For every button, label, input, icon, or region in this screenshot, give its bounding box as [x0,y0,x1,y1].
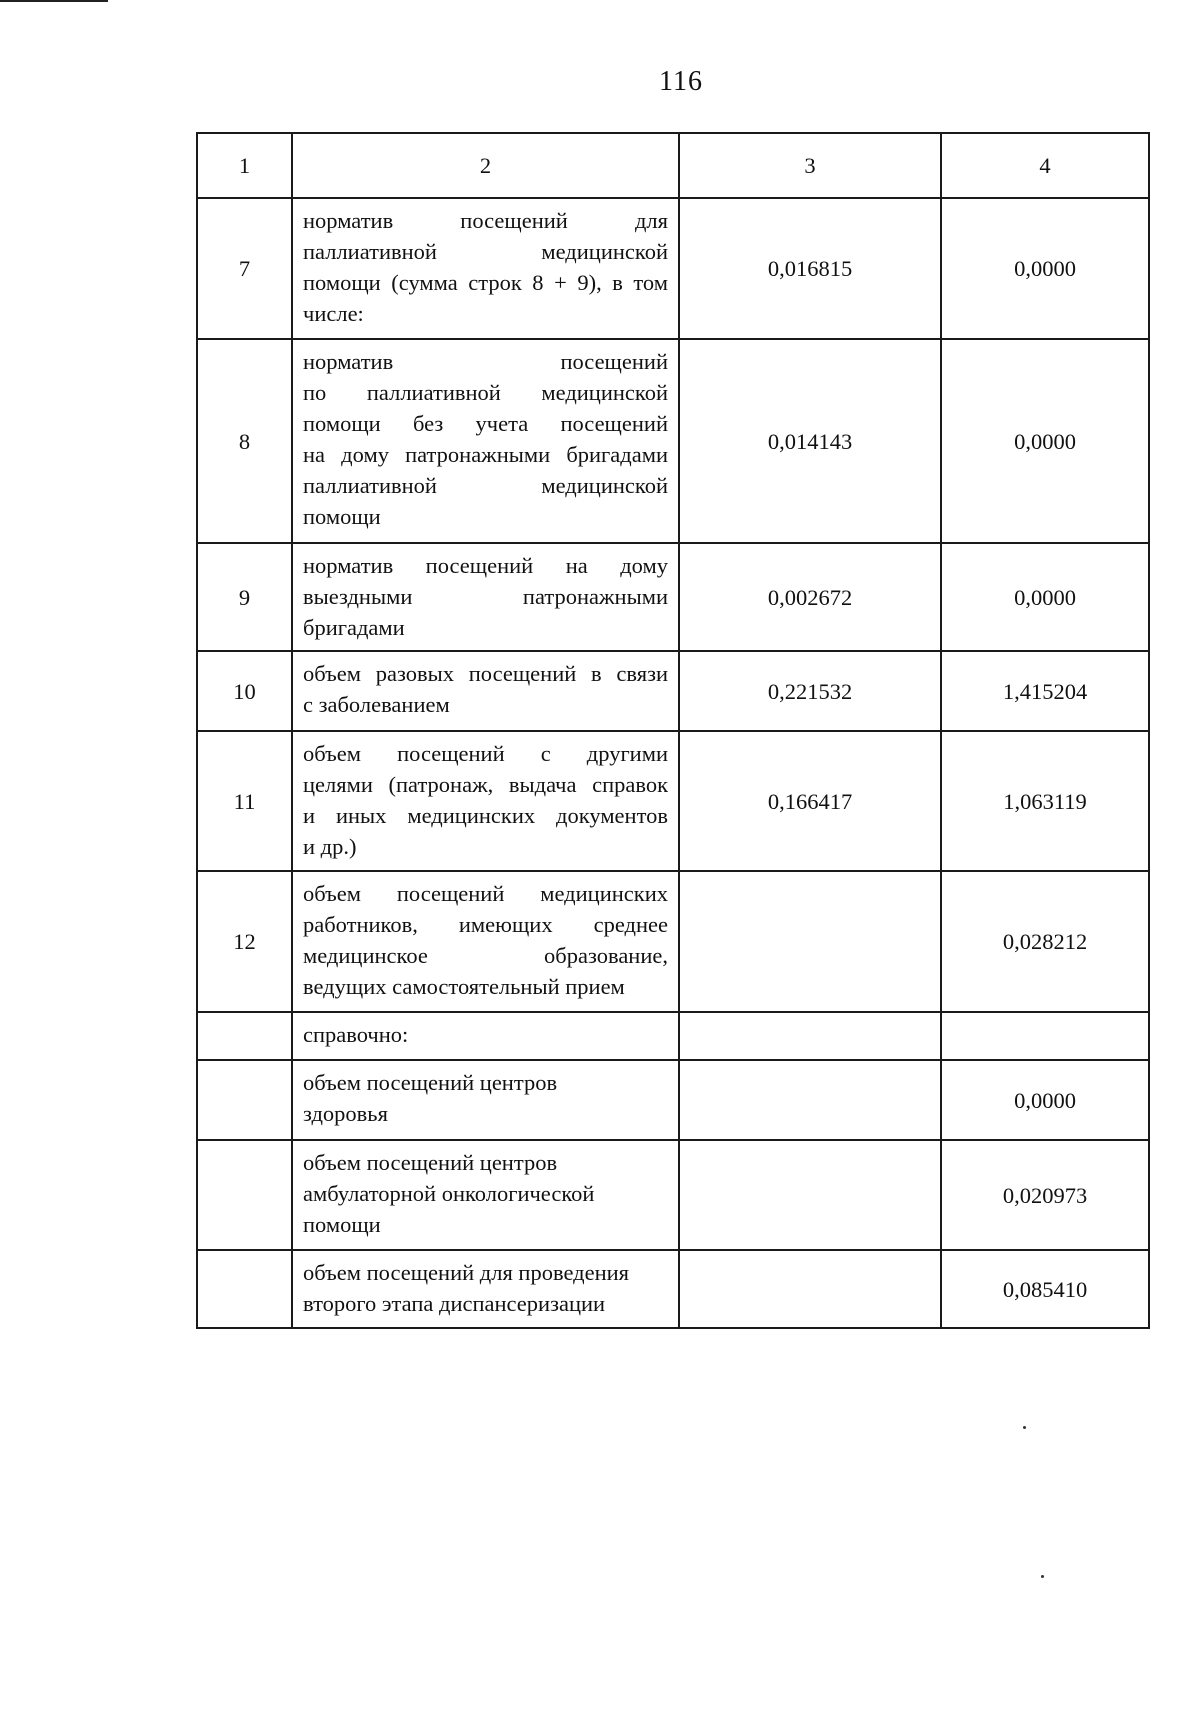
table-row [197,543,1149,651]
description-line: выездными патронажными [303,584,668,609]
row-description [292,339,679,543]
description-line: объем посещений центров [303,1150,558,1175]
description-line: паллиативной медицинской [303,239,668,264]
row-value-col-3 [679,1140,941,1250]
description-line: норматив посещений для [303,208,668,233]
row-description [292,731,679,871]
description-line: ведущих самостоятельный прием [303,974,625,999]
row-number [197,1250,292,1328]
table-header-row [197,133,1149,198]
description-line: числе: [303,301,364,326]
description-line: и иных медицинских документов [303,803,668,828]
row-value-col-4: 0,0000 [941,1060,1149,1140]
row-description [292,198,679,339]
description-line: объем посещений центров [303,1070,558,1095]
row-value-col-3 [679,1060,941,1140]
row-number: 7 [197,198,292,339]
description-line: и др.) [303,834,357,859]
header-col-3: 3 [679,133,941,198]
row-description [292,871,679,1012]
row-value-col-3: 0,002672 [679,543,941,651]
description-line: помощи [303,504,381,529]
row-value-col-4: 0,028212 [941,871,1149,1012]
row-number: 8 [197,339,292,543]
row-description [292,1060,679,1140]
description-line: целями (патронаж, выдача справок [303,772,668,797]
table-row [197,1140,1149,1250]
header-col-4: 4 [941,133,1149,198]
table-row [197,1012,1149,1060]
row-description [292,1250,679,1328]
table-row [197,871,1149,1012]
scan-speck [1041,1575,1044,1578]
row-description [292,1012,679,1060]
row-value-col-4: 1,415204 [941,651,1149,731]
row-number [197,1060,292,1140]
description-line: второго этапа диспансеризации [303,1291,606,1316]
row-value-col-4: 0,085410 [941,1250,1149,1328]
page-number: 116 [659,66,703,97]
description-line: на дому патронажными бригадами [303,442,668,467]
description-line: объем посещений с другими [303,741,668,766]
description-line: помощи (сумма строк 8 + 9), в том [303,270,668,295]
row-number: 12 [197,871,292,1012]
row-number [197,1012,292,1060]
row-value-col-3: 0,014143 [679,339,941,543]
description-line: с заболеванием [303,692,450,717]
row-value-col-3 [679,1012,941,1060]
row-value-col-4: 1,063119 [941,731,1149,871]
description-line: паллиативной медицинской [303,473,668,498]
row-number: 9 [197,543,292,651]
row-value-col-4: 0,0000 [941,198,1149,339]
row-value-col-3 [679,1250,941,1328]
table-row [197,1060,1149,1140]
row-number: 11 [197,731,292,871]
description-line: объем разовых посещений в связи [303,661,668,686]
row-description [292,651,679,731]
row-value-col-3: 0,016815 [679,198,941,339]
document-table [196,132,1150,1329]
row-description [292,543,679,651]
description-line: помощи [303,1212,381,1237]
description-line: справочно: [303,1022,409,1047]
description-line: медицинское образование, [303,943,668,968]
table-row [197,1250,1149,1328]
row-value-col-4: 0,0000 [941,543,1149,651]
row-value-col-3: 0,221532 [679,651,941,731]
description-line: норматив посещений на дому [303,553,668,578]
description-line: здоровья [303,1101,388,1126]
row-value-col-4: 0,0000 [941,339,1149,543]
header-col-2: 2 [292,133,679,198]
table-row [197,339,1149,543]
description-line: объем посещений для проведения [303,1260,630,1285]
row-value-col-4 [941,1012,1149,1060]
description-line: амбулаторной онкологической [303,1181,595,1206]
scan-speck [1023,1426,1026,1429]
row-number: 10 [197,651,292,731]
description-line: по паллиативной медицинской [303,380,668,405]
row-value-col-4: 0,020973 [941,1140,1149,1250]
description-line: помощи без учета посещений [303,411,668,436]
description-line: работников, имеющих среднее [303,912,668,937]
table-row [197,651,1149,731]
row-value-col-3: 0,166417 [679,731,941,871]
row-number [197,1140,292,1250]
table-row [197,731,1149,871]
description-line: объем посещений медицинских [303,881,668,906]
header-col-1: 1 [197,133,292,198]
row-value-col-3 [679,871,941,1012]
description-line: норматив посещений [303,349,668,374]
table-row [197,198,1149,339]
description-line: бригадами [303,615,405,640]
row-description [292,1140,679,1250]
top-edge-rule [0,0,108,2]
